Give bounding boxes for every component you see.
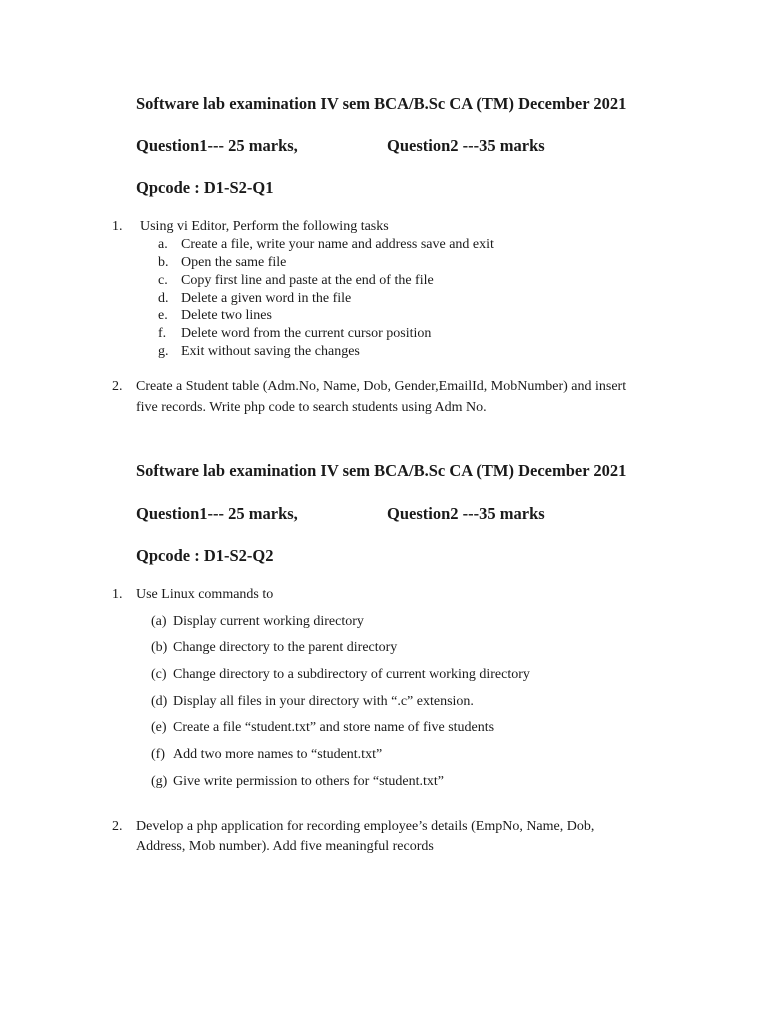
subitem-letter: (d) xyxy=(151,694,168,709)
subitem-text: Display current working directory xyxy=(173,614,364,629)
subitem-text: Change directory to the parent directory xyxy=(173,640,398,655)
question-number: 2. xyxy=(112,819,123,834)
exam-title: Software lab examination IV sem BCA/B.Sc CA (TM) December 2021 xyxy=(136,461,627,480)
subitem-text: Delete a given word in the file xyxy=(181,291,352,306)
qpcode: Qpcode : D1-S2-Q2 xyxy=(136,546,274,565)
subitem-letter: (c) xyxy=(151,667,167,682)
subitem-letter: (a) xyxy=(151,614,167,629)
subitem-letter: d. xyxy=(158,291,169,306)
subitem-letter: (e) xyxy=(151,720,167,735)
question-number: 1. xyxy=(112,219,123,234)
subitem-text: Create a file, write your name and address save and exit xyxy=(181,237,494,252)
question-text-line1: Create a Student table (Adm.No, Name, Dob, Gender,EmailId, MobNumber) and insert xyxy=(136,379,627,394)
subitem-letter: (f) xyxy=(151,747,165,762)
subitem-text: Delete two lines xyxy=(181,308,272,323)
subitem-letter: c. xyxy=(158,273,168,288)
question-text-line1: Develop a php application for recording employee’s details (EmpNo, Name, Dob, xyxy=(136,819,595,834)
subitem-text: Display all files in your directory with “.c” extension. xyxy=(173,694,474,709)
subitem-letter: (b) xyxy=(151,640,168,655)
question-text-line2: Address, Mob number). Add five meaningful records xyxy=(136,839,434,854)
subitem-letter: g. xyxy=(158,344,169,359)
marks-question1: Question1--- 25 marks, xyxy=(136,504,298,523)
marks-question2: Question2 ---35 marks xyxy=(387,504,545,523)
subitem-text: Change directory to a subdirectory of current working directory xyxy=(173,667,530,682)
subitem-text: Delete word from the current cursor position xyxy=(181,326,432,341)
subitem-text: Open the same file xyxy=(181,255,287,270)
exam-title: Software lab examination IV sem BCA/B.Sc CA (TM) December 2021 xyxy=(136,94,627,113)
subitem-text: Create a file “student.txt” and store name of five students xyxy=(173,720,495,735)
qpcode: Qpcode : D1-S2-Q1 xyxy=(136,178,274,197)
subitem-text: Exit without saving the changes xyxy=(181,344,360,359)
question-text-line2: five records. Write php code to search students using Adm No. xyxy=(136,400,487,415)
subitem-text: Copy first line and paste at the end of the file xyxy=(181,273,434,288)
marks-question2: Question2 ---35 marks xyxy=(387,136,545,155)
subitem-letter: (g) xyxy=(151,774,168,789)
subitem-text: Give write permission to others for “student.txt” xyxy=(173,774,444,789)
question-number: 1. xyxy=(112,587,123,602)
subitem-letter: b. xyxy=(158,255,169,270)
question-text: Using vi Editor, Perform the following tasks xyxy=(140,219,389,234)
subitem-letter: a. xyxy=(158,237,168,252)
subitem-letter: f. xyxy=(158,326,167,341)
subitem-letter: e. xyxy=(158,308,168,323)
question-text: Use Linux commands to xyxy=(136,587,274,602)
question-number: 2. xyxy=(112,379,123,394)
marks-question1: Question1--- 25 marks, xyxy=(136,136,298,155)
subitem-text: Add two more names to “student.txt” xyxy=(173,747,383,762)
